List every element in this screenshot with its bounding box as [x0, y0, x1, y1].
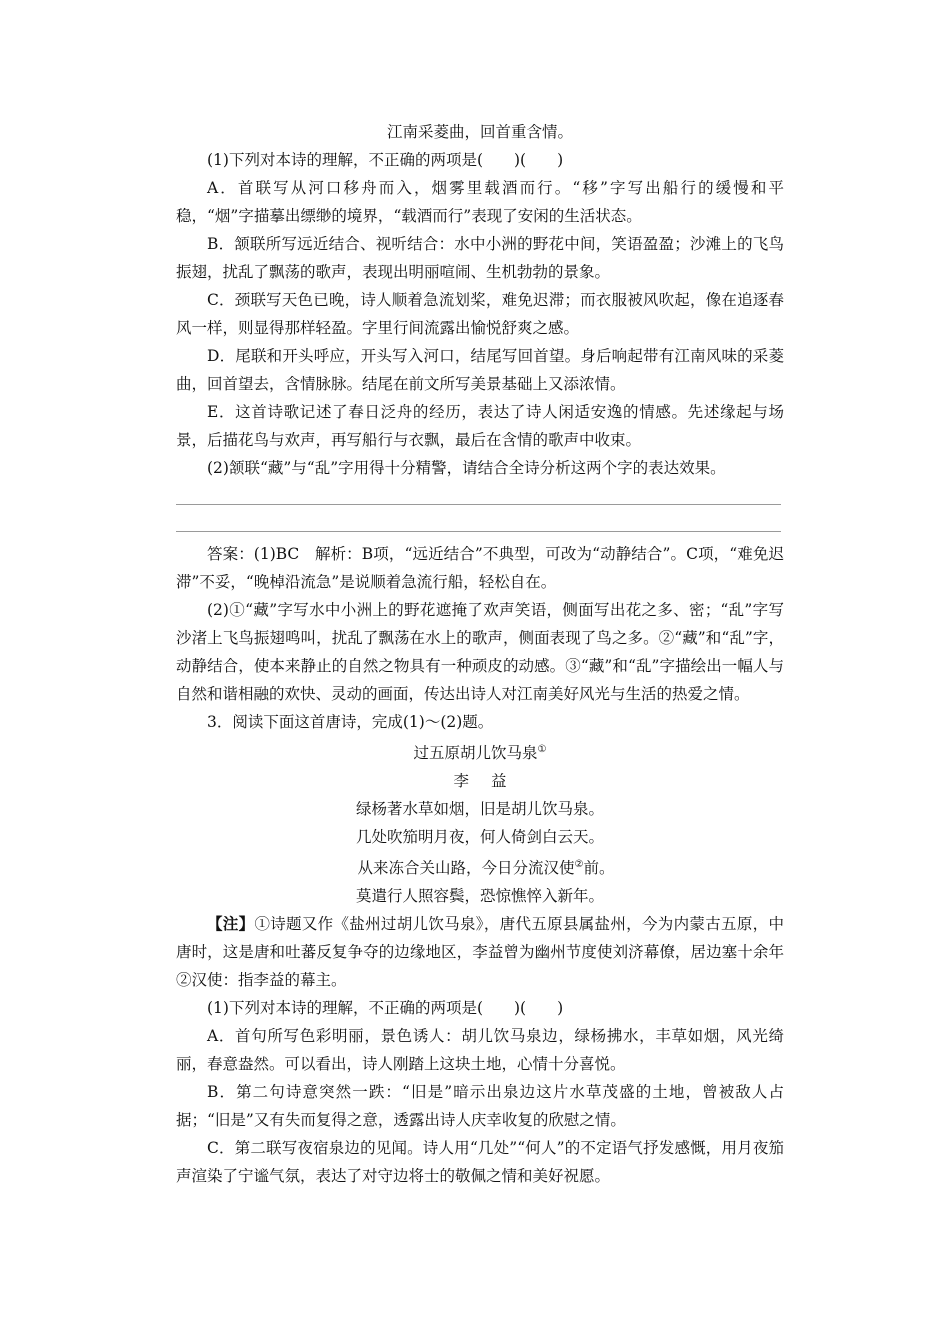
option-a: A．首联写从河口移舟而入，烟雾里载酒而行。“移”字写出船行的缓慢和平稳，“烟”字描摹出缥缈的境界，“载酒而行”表现了安闲的生活状态。 [176, 179, 784, 225]
option-e: E．这首诗歌记述了春日泛舟的经历，表达了诗人闲适安逸的情感。先述缘起与场景，后描花鸟与欢声，再写船行与衣飘，最后在含情的歌声中收束。 [176, 403, 784, 449]
question-3-1: (1)下列对本诗的理解，不正确的两项是( )( ) [207, 999, 564, 1018]
answer-part-1: 答案：(1)BC 解析：B项，“远近结合”不典型，可改为“动静结合”。C项，“难免迟滞”不妥，“晚棹沿流急”是说顺着急流行船，轻松自在。 [176, 545, 784, 591]
poem-line-2: 几处吹笳明月夜，何人倚剑白云天。 [355, 828, 604, 847]
poem-line-4: 莫遣行人照容鬓，恐惊憔悴入新年。 [355, 887, 604, 906]
q3-option-a: A．首句所写色彩明丽，景色诱人：胡儿饮马泉边，绿杨拂水，丰草如烟，风光绮丽，春意盎然。可以看出，诗人刚踏上这块土地，心情十分喜悦。 [176, 1027, 784, 1074]
question-1: (1)下列对本诗的理解，不正确的两项是( )( ) [207, 151, 564, 169]
poem-line-3 [182, 851, 790, 882]
poem-author-text: 李益 [453, 772, 529, 791]
poem-line-3-note: ② [574, 859, 584, 871]
question-2: (2)颔联“藏”与“乱”字用得十分精警，请结合全诗分析这两个字的表达效果。 [207, 459, 726, 477]
poem-note [176, 910, 784, 994]
poem-line-3-a: 从来冻合关山路，今日分流汉使 [357, 859, 575, 878]
poem-title-text: 过五原胡儿饮马泉 [413, 744, 538, 763]
option-d: D．尾联和开头呼应，开头写入河口，结尾写回首望。身后响起带有江南风味的采菱曲，回首望去，含情脉脉。结尾在前文所写美景基础上又添浓情。 [176, 347, 784, 393]
option-b: B．颔联所写远近结合、视听结合：水中小洲的野花中间，笑语盈盈；沙滩上的飞鸟振翅，扰乱了飘荡的歌声，表现出明丽喧闹、生机勃勃的景象。 [176, 235, 784, 281]
q3-option-c: C．第二联写夜宿泉边的见闻。诗人用“几处”“何人”的不定语气抒发感慨，用月夜笳声渲染了宁谧气氛，表达了对守边将士的敬佩之情和美好祝愿。 [176, 1139, 784, 1186]
option-c: C．颈联写天色已晚，诗人顺着急流划桨，难免迟滞；而衣服被风吹起，像在追逐春风一样，则显得那样轻盈。字里行间流露出愉悦舒爽之感。 [176, 291, 784, 337]
note-text: ①诗题又作《盐州过胡儿饮马泉》，唐代五原县属盐州，今为内蒙古五原，中唐时，这是唐和吐蕃反复争夺的边缘地区，李益曾为幽州节度使刘济幕僚，居边塞十余年②汉使：指李益的幕主。 [176, 915, 784, 990]
poem-title [176, 736, 784, 767]
question-3-intro: 3．阅读下面这首唐诗，完成(1)～(2)题。 [207, 713, 494, 731]
poem-author [176, 767, 784, 795]
poem-title-note: ① [537, 744, 547, 755]
q3-option-b: B．第二句诗意突然一跌：“旧是”暗示出泉边这片水草茂盛的土地，曾被敌人占据；“旧是”又有失而复得之意，透露出诗人庆幸收复的欣慰之情。 [176, 1083, 784, 1130]
note-tag: 【注】 [207, 914, 255, 934]
document-page [176, 118, 784, 1190]
poem-last-line: 江南采菱曲，回首重含情。 [386, 123, 573, 141]
poem-line-3-b: 前。 [583, 859, 615, 878]
poem-line-1: 绿杨著水草如烟，旧是胡儿饮马泉。 [355, 800, 604, 819]
answer-part-2: (2)①“藏”字写水中小洲上的野花遮掩了欢声笑语，侧面写出花之多、密；“乱”字写沙渚上飞鸟振翅鸣叫，扰乱了飘荡在水上的歌声，侧面表现了鸟之多。②“藏”和“乱”字，动静结合，使本来静止的自然之物具有一种顽皮的动感。③“藏”和“乱”字描绘出一幅人与自然和谐相融的欢快、灵动的画面，传达出诗人对江南美好风光与生活的热爱之情。 [176, 601, 784, 703]
